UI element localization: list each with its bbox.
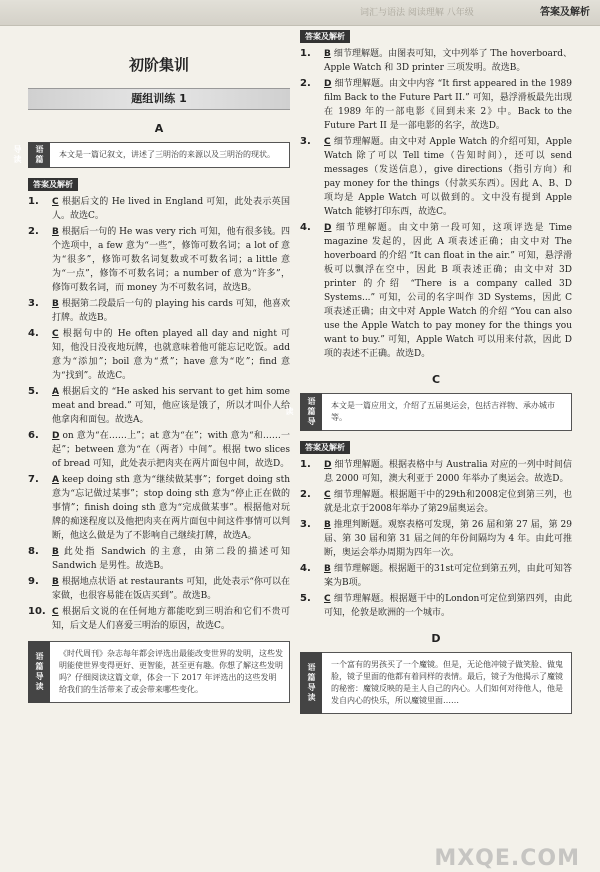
- header-faint-text: 词汇与语法 阅读理解 八年级: [360, 8, 474, 18]
- item-number: 6.: [28, 430, 39, 441]
- left-column: [13, 30, 290, 703]
- item-explanation: 细节理解题。由图表可知，文中列举了 The hoverboard、Apple Watch 和 3D printer 三项发明。故选B。: [324, 49, 572, 73]
- item-number: 5.: [300, 593, 311, 604]
- guide-tab: 语篇导读: [300, 393, 322, 431]
- item-answer: C: [52, 197, 59, 207]
- guide-tab: 语篇导读: [28, 641, 50, 703]
- answer-heading: 答案及解析: [28, 178, 78, 191]
- item-answer: A: [52, 387, 59, 397]
- item-explanation: keep doing sth 意为“继续做某事”；forget doing sth 意为“忘记做过某事”；stop doing sth 意为“停止正在做的事情”；finish doing sth 意为“完成做某事”。根据他对玩牌的痴迷程度以及他把肉夹在两片面包中间这件事情可以判断，他这么做是为了不影响自己继续打牌，故选A。: [52, 475, 290, 541]
- item-explanation: 细节理解题。由文中第一段可知，这项评选是 Time magazine 发起的，因此 A 项表述正确；由文中对 The hoverboard 的介绍 “It can float in the air.” 可知，悬浮滑板可以飘浮在空中，因此 B 项表述正确；由文中对 3D printer 的介绍 “There is a company called 3D Systems...” 可知，公司的名字叫作 3D Systems，因此 C 项表述正确；由文中对 Apple Watch 的介绍 “You can also use the Apple Watch to pay money for the things you want to buy.” 可知，Apple Watch 可以用来付款，因此 D 项的表述不正确。故选D。: [324, 223, 572, 359]
- guide-text: 本文是一篇记叙文，讲述了三明治的来源以及三明治的现状。: [59, 150, 275, 159]
- item-answer: B: [52, 547, 59, 557]
- answer-item: [28, 385, 290, 427]
- item-answer: C: [52, 607, 59, 617]
- item-explanation: 细节理解题。根据题干中的London可定位到第四列，由此可知，伦敦是欧洲的一个城市。: [324, 594, 572, 618]
- item-number: 7.: [28, 474, 39, 485]
- reading-guide-c: [285, 393, 572, 431]
- passage-letter-c: C: [431, 373, 441, 386]
- answer-list-b: [300, 47, 572, 361]
- item-answer: D: [324, 460, 332, 470]
- item-number: 2.: [300, 78, 311, 89]
- item-number: 5.: [28, 386, 39, 397]
- guide-text: 一个富有的男孩买了一个魔镜。但是，无论他冲镜子做笑脸、做鬼脸，镜子里面的他都有着同样的表情。最后，镜子为他揭示了魔镜的秘密：魔镜反映的是主人自己的内心。人们如何对待他人，他是发自内心的快乐，所以魔镜里面……: [331, 660, 563, 705]
- item-answer: D: [52, 431, 60, 441]
- item-answer: C: [324, 137, 331, 147]
- item-number: 8.: [28, 546, 39, 557]
- item-answer: A: [52, 475, 59, 485]
- answer-item: [28, 605, 290, 633]
- item-answer: C: [324, 594, 331, 604]
- answer-item: [300, 221, 572, 361]
- item-answer: D: [324, 223, 332, 233]
- item-number: 3.: [28, 298, 39, 309]
- answer-item: [28, 195, 290, 223]
- item-explanation: 根据后文说的在任何地方都能吃到三明治和它们不贵可知，后文是人们喜爱三明治的原因，故选C。: [52, 607, 290, 631]
- item-answer: C: [52, 329, 59, 339]
- item-explanation: 细节理解题。由文中内容 “It first appeared in the 1989 film Back to the Future Part II.” 可知，悬浮滑板最先出现在 1989 年的一部电影《回到未来 2》中。Back to the Future Part II 是一部电影的名字，故选D。: [324, 79, 572, 131]
- header-title: 答案及解析: [540, 7, 590, 18]
- right-column: [285, 30, 572, 714]
- item-explanation: 根据后文的 He lived in England 可知，此处表示英国人。故选C。: [52, 197, 290, 221]
- item-explanation: 细节理解题。根据题干中的29th和2008定位到第三列，也就是北京于2008年举办了第29届奥运会。: [324, 490, 572, 514]
- item-number: 3.: [300, 136, 311, 147]
- item-answer: B: [52, 299, 59, 309]
- guide-text: 《时代周刊》杂志每年都会评选出最能改变世界的发明，这些发明能使世界变得更好、更智能，甚至更有趣。你想了解这些发明吗？仔细阅读这篇文章，体会一下 2017 年评选出的这些发明给我们的生活带来了或会带来哪些变化。: [59, 649, 283, 694]
- guide-tab: 语篇导读: [28, 142, 50, 168]
- answer-item: [300, 77, 572, 133]
- reading-guide-a: [13, 142, 290, 168]
- answer-item: [300, 135, 572, 219]
- item-number: 4.: [300, 222, 311, 233]
- answer-item: [300, 458, 572, 486]
- item-answer: B: [52, 577, 59, 587]
- item-answer: B: [324, 564, 331, 574]
- answer-item: [28, 225, 290, 295]
- answer-item: [28, 429, 290, 471]
- page-header: [0, 0, 600, 26]
- item-explanation: on 意为“在……上”；at 意为“在”；with 意为“和……一起”；between 意为“在（两者）中间”。根据 two slices of bread 可知，此处表示把肉夹在两片面包中间，故选D。: [52, 431, 290, 469]
- section-title: 初阶集训: [128, 56, 189, 74]
- answer-item: [28, 575, 290, 603]
- answer-item: [300, 47, 572, 75]
- item-explanation: 细节理解题。由文中对 Apple Watch 的介绍可知，Apple Watch 除了可以 Tell time（告知时间），还可以 send messages（发送信息），give directions（指引方向）和 pay money for the things（付款买东西）。因此 A、B、D 项均是 Apple Watch 可以做到的。文中没有提到 Apple Watch 能够打印东西，故选C。: [324, 137, 572, 217]
- answer-item: [28, 545, 290, 573]
- reading-guide-b: [28, 641, 290, 703]
- item-number: 10.: [28, 606, 46, 617]
- guide-tab: 语篇导读: [300, 652, 322, 714]
- passage-letter-d: D: [431, 632, 441, 645]
- answer-heading: 答案及解析: [300, 30, 350, 43]
- item-number: 4.: [300, 563, 311, 574]
- item-number: 4.: [28, 328, 39, 339]
- item-explanation: 根据后文的 “He asked his servant to get him some meat and bread.” 可知，他应该是饿了，所以才叫仆人给他拿肉和面包。故选A。: [52, 387, 290, 425]
- item-number: 2.: [300, 489, 311, 500]
- item-explanation: 细节理解题。根据表格中与 Australia 对应的一列中时间信息 2000 可知，澳大利亚于 2000 年举办了奥运会。故选D。: [324, 460, 572, 484]
- subsection-bar: 题组训练 1: [28, 88, 290, 110]
- item-number: 2.: [28, 226, 39, 237]
- item-number: 3.: [300, 519, 311, 530]
- answer-item: [300, 488, 572, 516]
- answer-heading: 答案及解析: [300, 441, 350, 454]
- item-answer: B: [52, 227, 59, 237]
- item-answer: C: [324, 490, 331, 500]
- item-explanation: 根据地点状语 at restaurants 可知，此处表示“你可以在家做，也很容易能在饭店买到”。故选B。: [52, 577, 290, 601]
- answer-item: [300, 562, 572, 590]
- item-answer: B: [324, 49, 331, 59]
- item-number: 1.: [28, 196, 39, 207]
- answer-item: [28, 297, 290, 325]
- watermark: MXQE.COM: [434, 846, 580, 871]
- guide-text: 本文是一篇应用文，介绍了五届奥运会，包括吉祥物、承办城市等。: [331, 401, 555, 422]
- answer-item: [300, 518, 572, 560]
- item-explanation: 根据后一句的 He was very rich 可知，他有很多钱。四个选项中，a few 意为“一些”，修饰可数名词；a lot of 意为“很多”，修饰可数名词复数或不可数名词；a little 意为“一点”，修饰不可数名词；a number of 意为“许多”，修饰可数名词，而 money 为不可数名词，故选B。: [52, 227, 290, 293]
- item-explanation: 推理判断题。观察表格可发现，第 26 届和第 27 届，第 29 届、第 30 届和第 31 届之间的年份间隔均为 4 年。由此可推断，奥运会举办周期为四年一次。: [324, 520, 572, 558]
- answer-item: [28, 473, 290, 543]
- item-explanation: 细节理解题。根据题干的31st可定位到第五列，由此可知答案为B项。: [324, 564, 572, 588]
- answer-list-c: [300, 458, 572, 620]
- item-answer: D: [324, 79, 332, 89]
- item-explanation: 根据句中的 He often played all day and night 可知，他没日没夜地玩牌，也就意味着他可能忘记吃饭。add 意为“添加”；boil 意为“煮”；have 意为“吃”；find 意为“找到”。故选C。: [52, 329, 290, 381]
- answer-item: [300, 592, 572, 620]
- answer-item: [28, 327, 290, 383]
- answer-list-a: [28, 195, 290, 633]
- passage-letter-a: A: [154, 122, 164, 135]
- item-explanation: 此处指 Sandwich 的主意，由第二段的描述可知 Sandwich 是男性。故选B。: [52, 547, 290, 571]
- item-number: 1.: [300, 459, 311, 470]
- item-answer: B: [324, 520, 331, 530]
- reading-guide-d: [300, 652, 572, 714]
- item-number: 9.: [28, 576, 39, 587]
- item-explanation: 根据第二段最后一句的 playing his cards 可知，他喜欢打牌。故选B。: [52, 299, 290, 323]
- item-number: 1.: [300, 48, 311, 59]
